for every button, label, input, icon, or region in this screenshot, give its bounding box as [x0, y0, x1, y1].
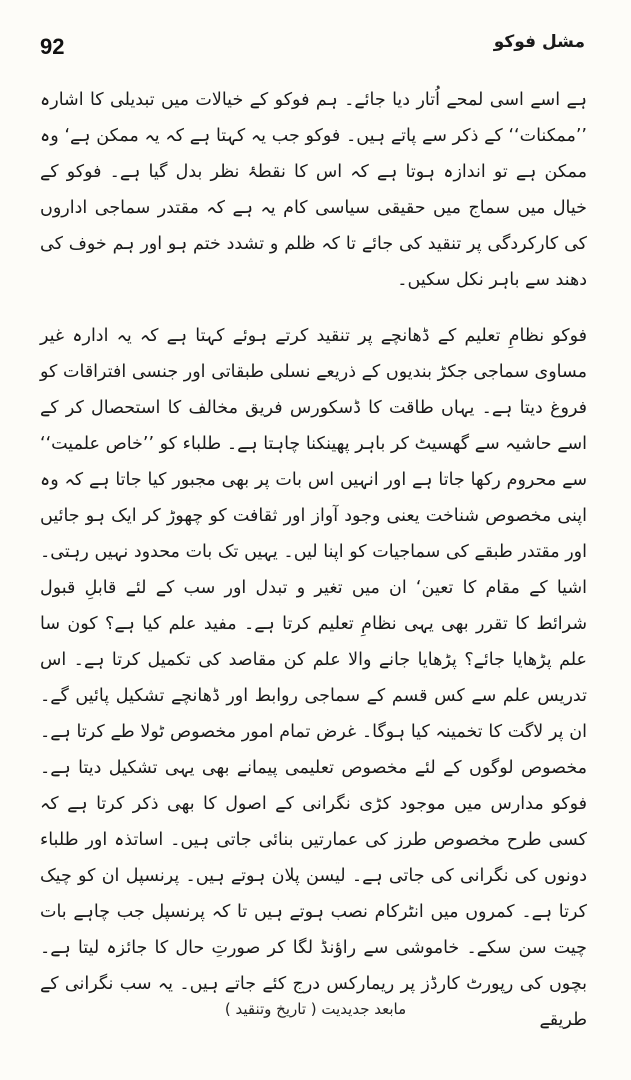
body-text: [40, 82, 587, 1038]
running-title: مشل فوکو: [493, 32, 585, 52]
page-number: 92: [40, 34, 65, 59]
paragraph-2: فوکو نظامِ تعلیم کے ڈھانچے پر تنقید کرتے ہوئے کہتا ہے کہ یہ ادارہ غیر مساوی سماجی جکڑ بندیوں کے ذریعے نسلی طبقاتی اور جنسی افتراقات کو فروغ دیتا ہے۔ یہاں طاقت کا ڈسکورس فریق مخالف کا استحصال کر کے اسے حاشیہ سے گھسیٹ کر باہر پھینکنا چاہتا ہے۔ طلباء کو ’’خاص علمیت‘‘ سے محروم رکھا جاتا ہے اور انہیں اس بات پر بھی مجبور کیا جاتا ہے کہ وہ اپنی مخصوص شناخت یعنی وجود آواز اور ثقافت کو چھوڑ کر ایک ہو جائیں اور مقتدر طبقے کی سماجیات کو اپنا لیں۔ یہیں تک بات محدود نہیں رہتی۔ اشیا کے مقام کا تعین‘ ان میں تغیر و تبدل اور سب کے لئے قابلِ قبول شرائط کا تقرر بھی یہی نظامِ تعلیم کرتا ہے۔ مفید علم کیا ہے؟ کون سا علم پڑھایا جائے؟ پڑھایا جانے والا علم کن مقاصد کی تکمیل کرتا ہے۔ اس تدریس علم سے کس قسم کے سماجی روابط اور ڈھانچے تشکیل پائیں گے۔ ان پر لاگت کا تخمینہ کیا ہوگا۔ غرض تمام امور مخصوص ٹولا طے کرتا ہے۔ مخصوص لوگوں کے لئے مخصوص تعلیمی پیمانے بھی یہی تشکیل دیتا ہے۔ فوکو مدارس میں موجود کڑی نگرانی کے اصول کا بھی ذکر کرتا ہے کہ کسی طرح مخصوص طرز کی عمارتیں بنائی جاتی ہیں۔ اساتذہ اور طلباء دونوں کی نگرانی کی جاتی ہے۔ لیسن پلان ہوتے ہیں۔ پرنسپل ان کو چیک کرتا ہے۔ کمروں میں انٹرکام نصب ہوتے ہیں تا کہ پرنسپل جب چاہے بات چیت سن سکے۔ خاموشی سے راؤنڈ لگا کر صورتِ حال کا جائزہ لیتا ہے۔ بچوں کی رپورٹ کارڈز پر ریمارکس درج کئے جاتے ہیں۔ یہ سب نگرانی کے طریقے: [40, 326, 587, 1030]
paragraph-1: ہے اسے اسی لمحے اُتار دیا جائے۔ ہم فوکو کے خیالات میں تبدیلی کا اشارہ ’’ممکنات‘‘ کے ذکر سے پاتے ہیں۔ فوکو جب یہ کہتا ہے کہ یہ ممکن ہے‘ وہ ممکن ہے تو اندازہ ہوتا ہے کہ اس کا نقطۂ نظر بدل گیا ہے۔ فوکو کے خیال میں سماج میں حقیقی سیاسی کام یہ ہے کہ مقتدر سماجی اداروں کی کارکردگی پر تنقید کی جائے تا کہ ظلم و تشدد ختم ہو اور ہم خوف کی دھند سے باہر نکل سکیں۔: [40, 90, 587, 290]
footer-book-title: مابعد جدیدیت ( تاریخ وتنقید ): [224, 1000, 407, 1018]
